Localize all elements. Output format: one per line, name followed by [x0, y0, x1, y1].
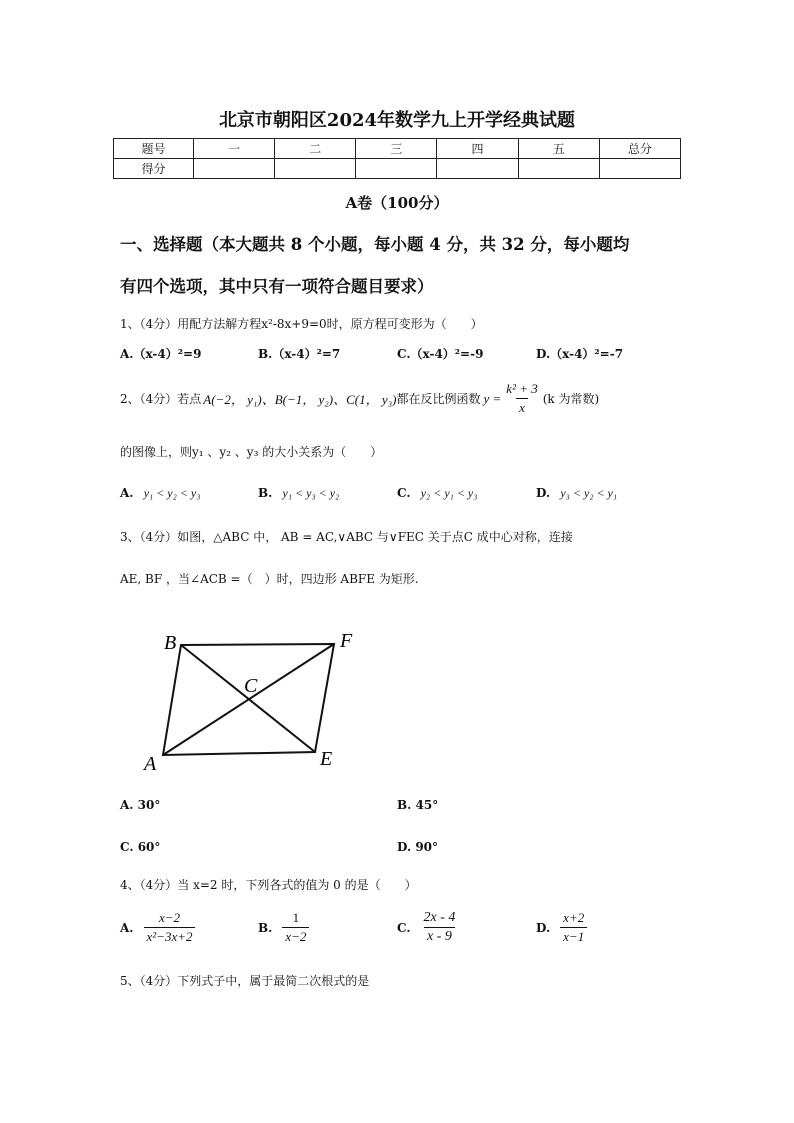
question-2-stem-line2: 的图像上，则y₁ 、y₂ 、y₃ 的大小关系为（ ）: [120, 445, 383, 459]
label-c: C: [244, 675, 258, 697]
q4-b-denominator: x−2: [282, 927, 309, 945]
score-header-cell: 四: [437, 139, 518, 159]
q1-option-d: D.（x-4）²=-7: [536, 347, 624, 361]
q4-option-a-label: A.: [120, 920, 134, 935]
q2-option-b-text: y₁ < y₃ < y₂: [282, 486, 340, 500]
q4-option-c-fraction: [421, 910, 459, 945]
score-header-cell: 三: [356, 139, 437, 159]
score-header-cell: 题号: [114, 139, 194, 159]
page-title: 北京市朝阳区2024年数学九上开学经典试题: [218, 110, 576, 131]
q1-option-a: A.（x-4）²=9: [120, 347, 202, 361]
score-header-cell: 五: [518, 139, 599, 159]
score-header-cell: 一: [194, 139, 275, 159]
label-a: A: [144, 753, 157, 775]
q2-option-a-text: y₁ < y₂ < y₃: [143, 486, 201, 500]
q4-option-c-label: C.: [397, 920, 411, 935]
question-4-stem: 4、（4分）当 x=2 时，下列各式的值为 0 的是（ ）: [120, 878, 417, 892]
diagonal-be: [181, 645, 315, 752]
q2-suffix: (k 为常数): [542, 392, 600, 406]
q1-option-c: C.（x-4）²=-9: [397, 347, 484, 361]
score-table-score-row: [114, 159, 681, 179]
section-heading: A卷（100分）: [345, 194, 449, 212]
q2-option-c-label: C.: [397, 486, 411, 500]
label-e: E: [320, 748, 333, 770]
q2-option-d: [536, 486, 617, 501]
score-table-header-row: [114, 139, 681, 159]
q4-c-numerator: 2x - 4: [423, 910, 456, 925]
q2-prefix: 2、（4分）若点: [120, 392, 202, 406]
question-5-stem: 5、（4分）下列式子中，属于最简二次根式的是: [120, 974, 370, 988]
question-2-stem-line1: [120, 381, 599, 416]
q4-option-a-fraction: [144, 910, 196, 945]
q2-mid: 都在反比例函数: [396, 392, 481, 406]
label-f: F: [340, 630, 353, 652]
q1-option-b: B.（x-4）²=7: [258, 347, 341, 361]
q2-option-a-label: A.: [120, 486, 134, 500]
score-cell: [356, 159, 437, 179]
q4-a-denominator: x²−3x+2: [144, 927, 196, 945]
q4-b-numerator: 1: [292, 910, 300, 925]
q2-option-b-label: B.: [258, 486, 273, 500]
q3-option-c: C. 60°: [120, 840, 161, 854]
q2-option-c: [397, 486, 477, 501]
q4-d-denominator: x−1: [560, 927, 587, 945]
score-cell: [194, 159, 275, 179]
q2-option-c-text: y₂ < y₁ < y₃: [420, 486, 478, 500]
diagonal-fa: [163, 644, 334, 755]
q3-option-d: D. 90°: [397, 840, 439, 854]
q4-d-numerator: x+2: [563, 910, 585, 925]
q4-option-a: [120, 910, 195, 945]
q2-func-numerator: k² + 3: [506, 381, 538, 396]
q3-option-a: A. 30°: [120, 798, 161, 812]
part-heading-line2: 有四个选项，其中只有一项符合题目要求）: [120, 277, 434, 296]
q2-function-fraction: [503, 381, 540, 416]
q4-a-numerator: x−2: [158, 910, 181, 925]
q2-func-lhs: y =: [483, 390, 502, 406]
q4-option-c: [397, 910, 458, 945]
q2-option-a: [120, 486, 200, 501]
score-cell: [599, 159, 680, 179]
q4-option-d-fraction: [560, 910, 587, 945]
question-3-stem-line1: 3、（4分）如图，△ABC 中， AB = AC,∨ABC 与∨FEC 关于点C 成中心对称，连接: [120, 530, 573, 544]
q2-points: A(−2， y₁)、B(−1， y₂)、C(1， y₃): [203, 392, 397, 407]
q4-c-denominator: x - 9: [424, 927, 455, 945]
part-heading-line1: 一、选择题（本大题共 8 个小题，每小题 4 分，共 32 分，每小题均: [120, 235, 630, 254]
label-b: B: [164, 632, 177, 654]
q2-option-b: [258, 486, 339, 501]
q3-option-b: B. 45°: [397, 798, 439, 812]
question-3-stem-line2: AE, BF ，当∠ACB =（ ）时，四边形 ABFE 为矩形.: [120, 572, 419, 586]
score-header-cell: 二: [275, 139, 356, 159]
score-table: [113, 138, 681, 179]
question-1-stem: 1、（4分）用配方法解方程x²-8x+9=0时，原方程可变形为（ ）: [120, 317, 483, 331]
score-cell: [437, 159, 518, 179]
score-row-label: 得分: [114, 159, 194, 179]
q4-option-d: [536, 910, 587, 945]
score-cell: [518, 159, 599, 179]
q4-option-b-fraction: [282, 910, 309, 945]
q4-option-b: [258, 910, 309, 945]
q4-option-b-label: B.: [258, 920, 273, 935]
q2-option-d-text: y₃ < y₂ < y₁: [560, 486, 618, 500]
q4-option-d-label: D.: [536, 920, 551, 935]
q2-option-d-label: D.: [536, 486, 551, 500]
score-cell: [275, 159, 356, 179]
q3-geometry-figure: [135, 625, 375, 780]
score-header-cell: 总分: [599, 139, 680, 159]
q2-func-denominator: x: [516, 398, 528, 416]
